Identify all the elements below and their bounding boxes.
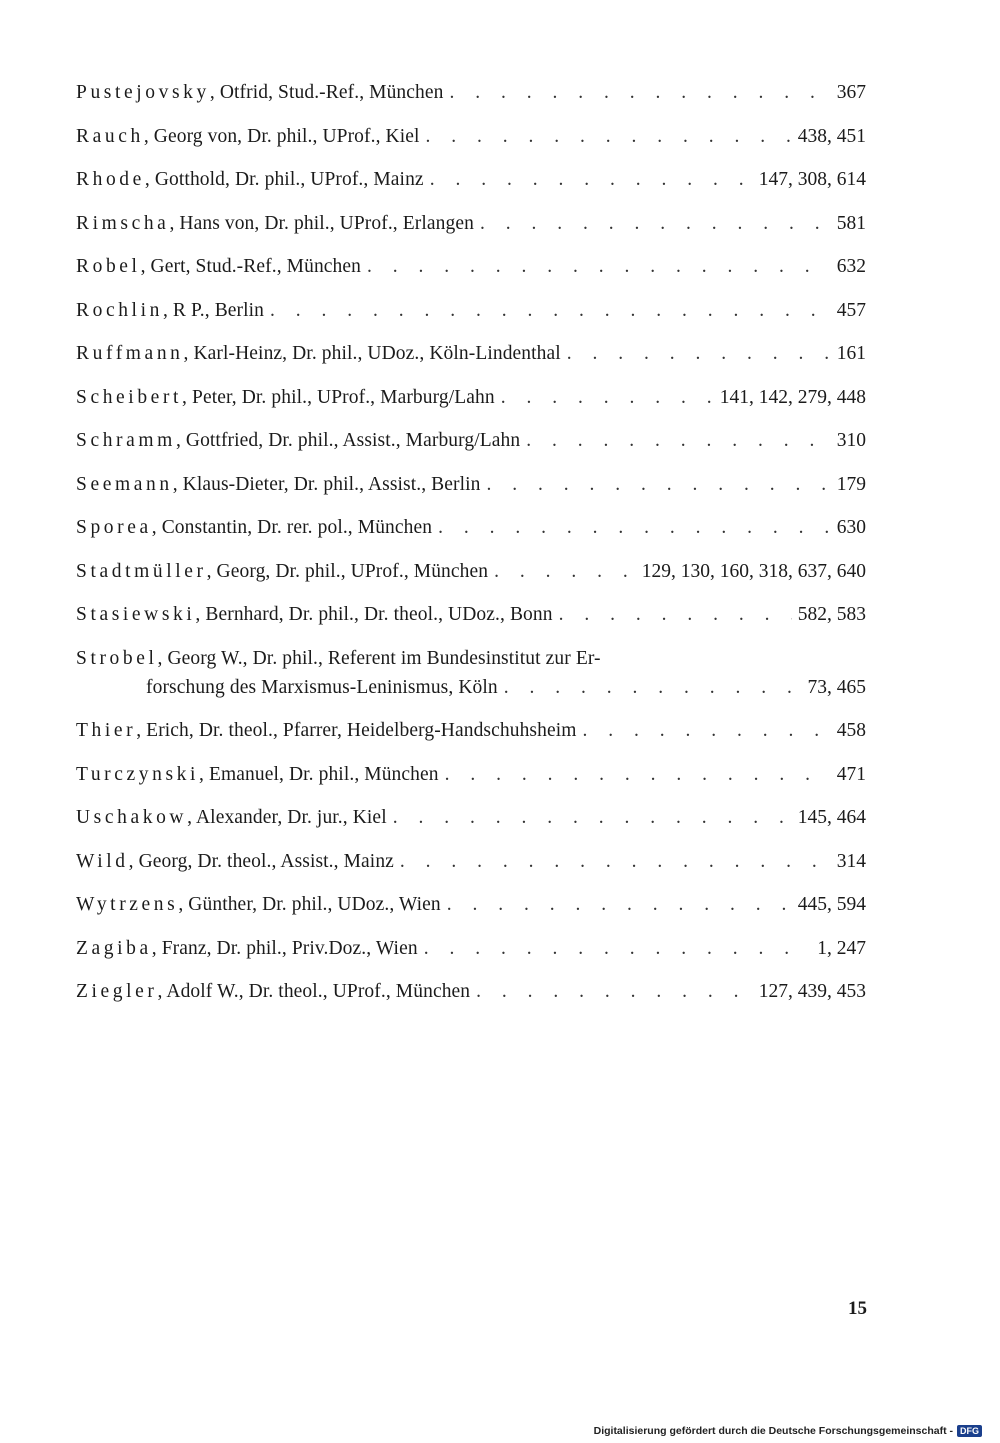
- index-entry: [76, 209, 866, 238]
- entry-details: , Hans von, Dr. phil., UProf., Erlangen: [169, 212, 474, 234]
- entry-pages: 73, 465: [807, 676, 866, 698]
- entry-details: , Bernhard, Dr. phil., Dr. theol., UDoz., Bonn: [195, 604, 553, 625]
- footer-text: Digitalisierung gefördert durch die Deutsche Forschungsgemeinschaft -: [593, 1425, 953, 1437]
- dot-leader: [447, 890, 792, 919]
- entry-pages: 458: [836, 720, 866, 741]
- entry-details: , Alexander, Dr. jur., Kiel: [187, 807, 387, 828]
- index-entry-line: [76, 644, 866, 673]
- entry-pages: 141, 142, 279, 448: [719, 386, 866, 408]
- index-entry: [76, 339, 866, 368]
- index-entry: [76, 847, 866, 876]
- index-entry-continuation: [76, 673, 866, 702]
- entry-details: , Erich, Dr. theol., Pfarrer, Heidelberg-Handschuhsheim: [136, 720, 577, 741]
- index-entry-list: [76, 78, 866, 1021]
- index-entry: [76, 513, 866, 542]
- entry-details: , Gert, Stud.-Ref., München: [140, 256, 362, 277]
- entry-name: Rhode: [76, 169, 145, 190]
- dot-leader: [450, 78, 831, 107]
- entry-details: , Karl-Heinz, Dr. phil., UDoz., Köln-Lindenthal: [183, 343, 561, 364]
- entry-details: , Klaus-Dieter, Dr. phil., Assist., Berlin: [172, 473, 481, 495]
- dot-leader: [476, 977, 753, 1006]
- entry-details: , Adolf W., Dr. theol., UProf., München: [157, 981, 471, 1002]
- entry-name: Scheibert: [76, 386, 183, 408]
- entry-pages: 145, 464: [797, 807, 866, 828]
- dot-leader: [567, 339, 831, 368]
- entry-pages: 457: [836, 299, 866, 321]
- entry-pages: 632: [836, 256, 866, 277]
- entry-name: Strobel: [76, 647, 158, 669]
- entry-name: Rimscha: [76, 212, 170, 234]
- dot-leader: [400, 847, 831, 876]
- entry-name: Turczynski: [76, 763, 200, 785]
- entry-pages: 147, 308, 614: [758, 169, 866, 190]
- entry-details: , Peter, Dr. phil., UProf., Marburg/Lahn: [182, 386, 495, 408]
- index-entry: [76, 803, 866, 832]
- dot-leader: [426, 122, 792, 151]
- entry-pages: 630: [836, 517, 866, 538]
- entry-details: , Emanuel, Dr. phil., München: [199, 763, 439, 785]
- index-entry: [76, 296, 866, 325]
- index-entry: [76, 716, 866, 745]
- index-entry: [76, 78, 866, 107]
- entry-pages: 471: [836, 763, 866, 785]
- entry-name: Ziegler: [76, 981, 158, 1002]
- dot-leader: [393, 803, 792, 832]
- entry-pages: 438, 451: [797, 125, 866, 147]
- entry-name: Pustejovsky: [76, 82, 210, 103]
- entry-name: Stasiewski: [76, 604, 196, 625]
- dot-leader: [367, 252, 831, 281]
- entry-name: Seemann: [76, 473, 173, 495]
- entry-name: Rauch: [76, 125, 144, 147]
- index-entry: [76, 470, 866, 499]
- index-entry: [76, 934, 866, 963]
- dfg-logo: DFG: [957, 1425, 982, 1437]
- entry-details: , R P., Berlin: [162, 299, 265, 321]
- index-entry: [76, 122, 866, 151]
- entry-pages: 179: [836, 473, 866, 495]
- entry-details: , Georg, Dr. theol., Assist., Mainz: [128, 850, 394, 872]
- entry-details-continued: forschung des Marxismus-Leninismus, Köln: [146, 676, 498, 698]
- entry-name: Stadtmüller: [76, 560, 207, 582]
- entry-name: Wytrzens: [76, 894, 179, 915]
- entry-details: , Constantin, Dr. rer. pol., München: [151, 517, 433, 538]
- entry-name: Robel: [76, 256, 141, 277]
- page-number: 15: [848, 1298, 867, 1319]
- index-entry: [76, 426, 866, 455]
- entry-pages: 367: [836, 82, 866, 103]
- dot-leader: [494, 557, 636, 586]
- entry-pages: 582, 583: [797, 604, 866, 625]
- index-entry: [76, 890, 866, 919]
- index-entry: [76, 977, 866, 1006]
- dot-leader: [501, 383, 714, 412]
- entry-name: Wild: [76, 850, 129, 872]
- entry-name: Ruffmann: [76, 343, 184, 364]
- entry-details: , Gottfried, Dr. phil., Assist., Marburg/Lahn: [175, 430, 521, 451]
- entry-details: , Gotthold, Dr. phil., UProf., Mainz: [144, 169, 424, 190]
- entry-name: Thier: [76, 720, 137, 741]
- index-entry-multiline: [76, 644, 866, 702]
- entry-pages: 581: [836, 212, 866, 234]
- dot-leader: [424, 934, 812, 963]
- entry-name: Sporea: [76, 517, 152, 538]
- entry-pages: 314: [836, 850, 866, 872]
- dot-leader: [559, 600, 792, 629]
- index-entry: [76, 383, 866, 412]
- index-entry: [76, 557, 866, 586]
- entry-name: Uschakow: [76, 807, 188, 828]
- entry-pages: 310: [836, 430, 866, 451]
- dot-leader: [526, 426, 831, 455]
- entry-details: , Georg, Dr. phil., UProf., München: [206, 560, 489, 582]
- entry-pages: 161: [836, 343, 866, 364]
- dot-leader: [504, 673, 802, 702]
- entry-name: Rochlin: [76, 299, 163, 321]
- index-entry: [76, 760, 866, 789]
- index-entry: [76, 600, 866, 629]
- dot-leader: [270, 296, 831, 325]
- entry-details: , Franz, Dr. phil., Priv.Doz., Wien: [151, 937, 418, 959]
- entry-details: , Günther, Dr. phil., UDoz., Wien: [178, 894, 441, 915]
- dot-leader: [583, 716, 831, 745]
- index-entry: [76, 165, 866, 194]
- dot-leader: [430, 165, 753, 194]
- entry-name: Zagiba: [76, 937, 152, 959]
- index-entry: [76, 252, 866, 281]
- dot-leader: [438, 513, 831, 542]
- digitization-footer: [594, 1425, 982, 1437]
- entry-details: , Otfrid, Stud.-Ref., München: [209, 82, 444, 103]
- entry-details: , Georg W., Dr. phil., Referent im Bundesinstitut zur Er-: [157, 647, 601, 669]
- dot-leader: [480, 209, 831, 238]
- dot-leader: [445, 760, 831, 789]
- entry-pages: 127, 439, 453: [758, 981, 866, 1002]
- entry-pages: 445, 594: [797, 894, 866, 915]
- dot-leader: [487, 470, 831, 499]
- entry-pages: 129, 130, 160, 318, 637, 640: [641, 560, 866, 582]
- entry-details: , Georg von, Dr. phil., UProf., Kiel: [143, 125, 420, 147]
- entry-name: Schramm: [76, 430, 176, 451]
- entry-pages: 1, 247: [817, 937, 866, 959]
